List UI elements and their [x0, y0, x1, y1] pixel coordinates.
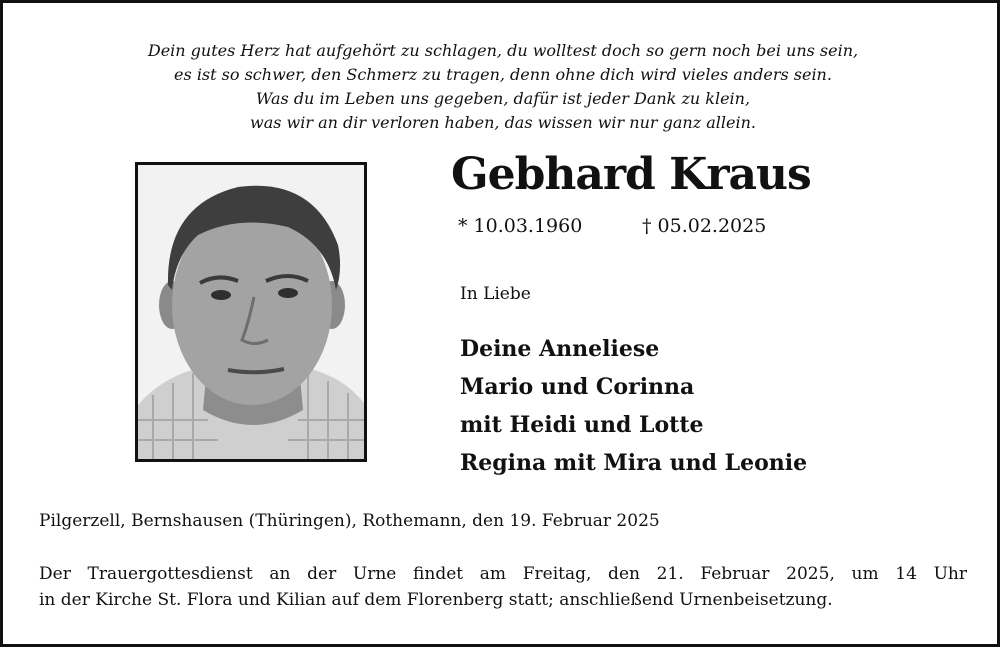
family-member: Regina mit Mira und Leonie: [460, 450, 808, 476]
family-list: [460, 330, 807, 482]
greeting: In Liebe: [460, 284, 531, 304]
death-date: † 05.02.2025: [642, 215, 767, 237]
place-and-date: Pilgerzell, Bernshausen (Thüringen), Rothemann, den 19. Februar 2025: [39, 511, 660, 531]
life-dates: [458, 215, 767, 237]
family-member: Mario und Corinna: [460, 374, 695, 400]
family-member: mit Heidi und Lotte: [460, 412, 704, 438]
birth-date: * 10.03.1960: [458, 215, 583, 237]
poem-line: was wir an dir verloren haben, das wissen wir nur ganz allein.: [250, 113, 756, 132]
portrait-photo: [135, 162, 367, 462]
poem-line: Was du im Leben uns gegeben, dafür ist jeder Dank zu klein,: [255, 89, 751, 108]
service-notice: [39, 561, 967, 613]
service-line: in der Kirche St. Flora und Kilian auf dem Florenberg statt; anschließend Urnenbeisetzung.: [39, 590, 833, 610]
poem-line: es ist so schwer, den Schmerz zu tragen, denn ohne dich wird vieles anders sein.: [174, 65, 832, 84]
service-line: Der Trauergottesdienst an der Urne findet am Freitag, den 21. Februar 2025, um 14 Uhr: [39, 564, 967, 584]
family-member: Deine Anneliese: [460, 336, 660, 362]
poem-line: Dein gutes Herz hat aufgehört zu schlagen, du wolltest doch so gern noch bei uns sein,: [147, 41, 859, 60]
poem: [43, 39, 963, 135]
deceased-name: Gebhard Kraus: [451, 149, 811, 200]
